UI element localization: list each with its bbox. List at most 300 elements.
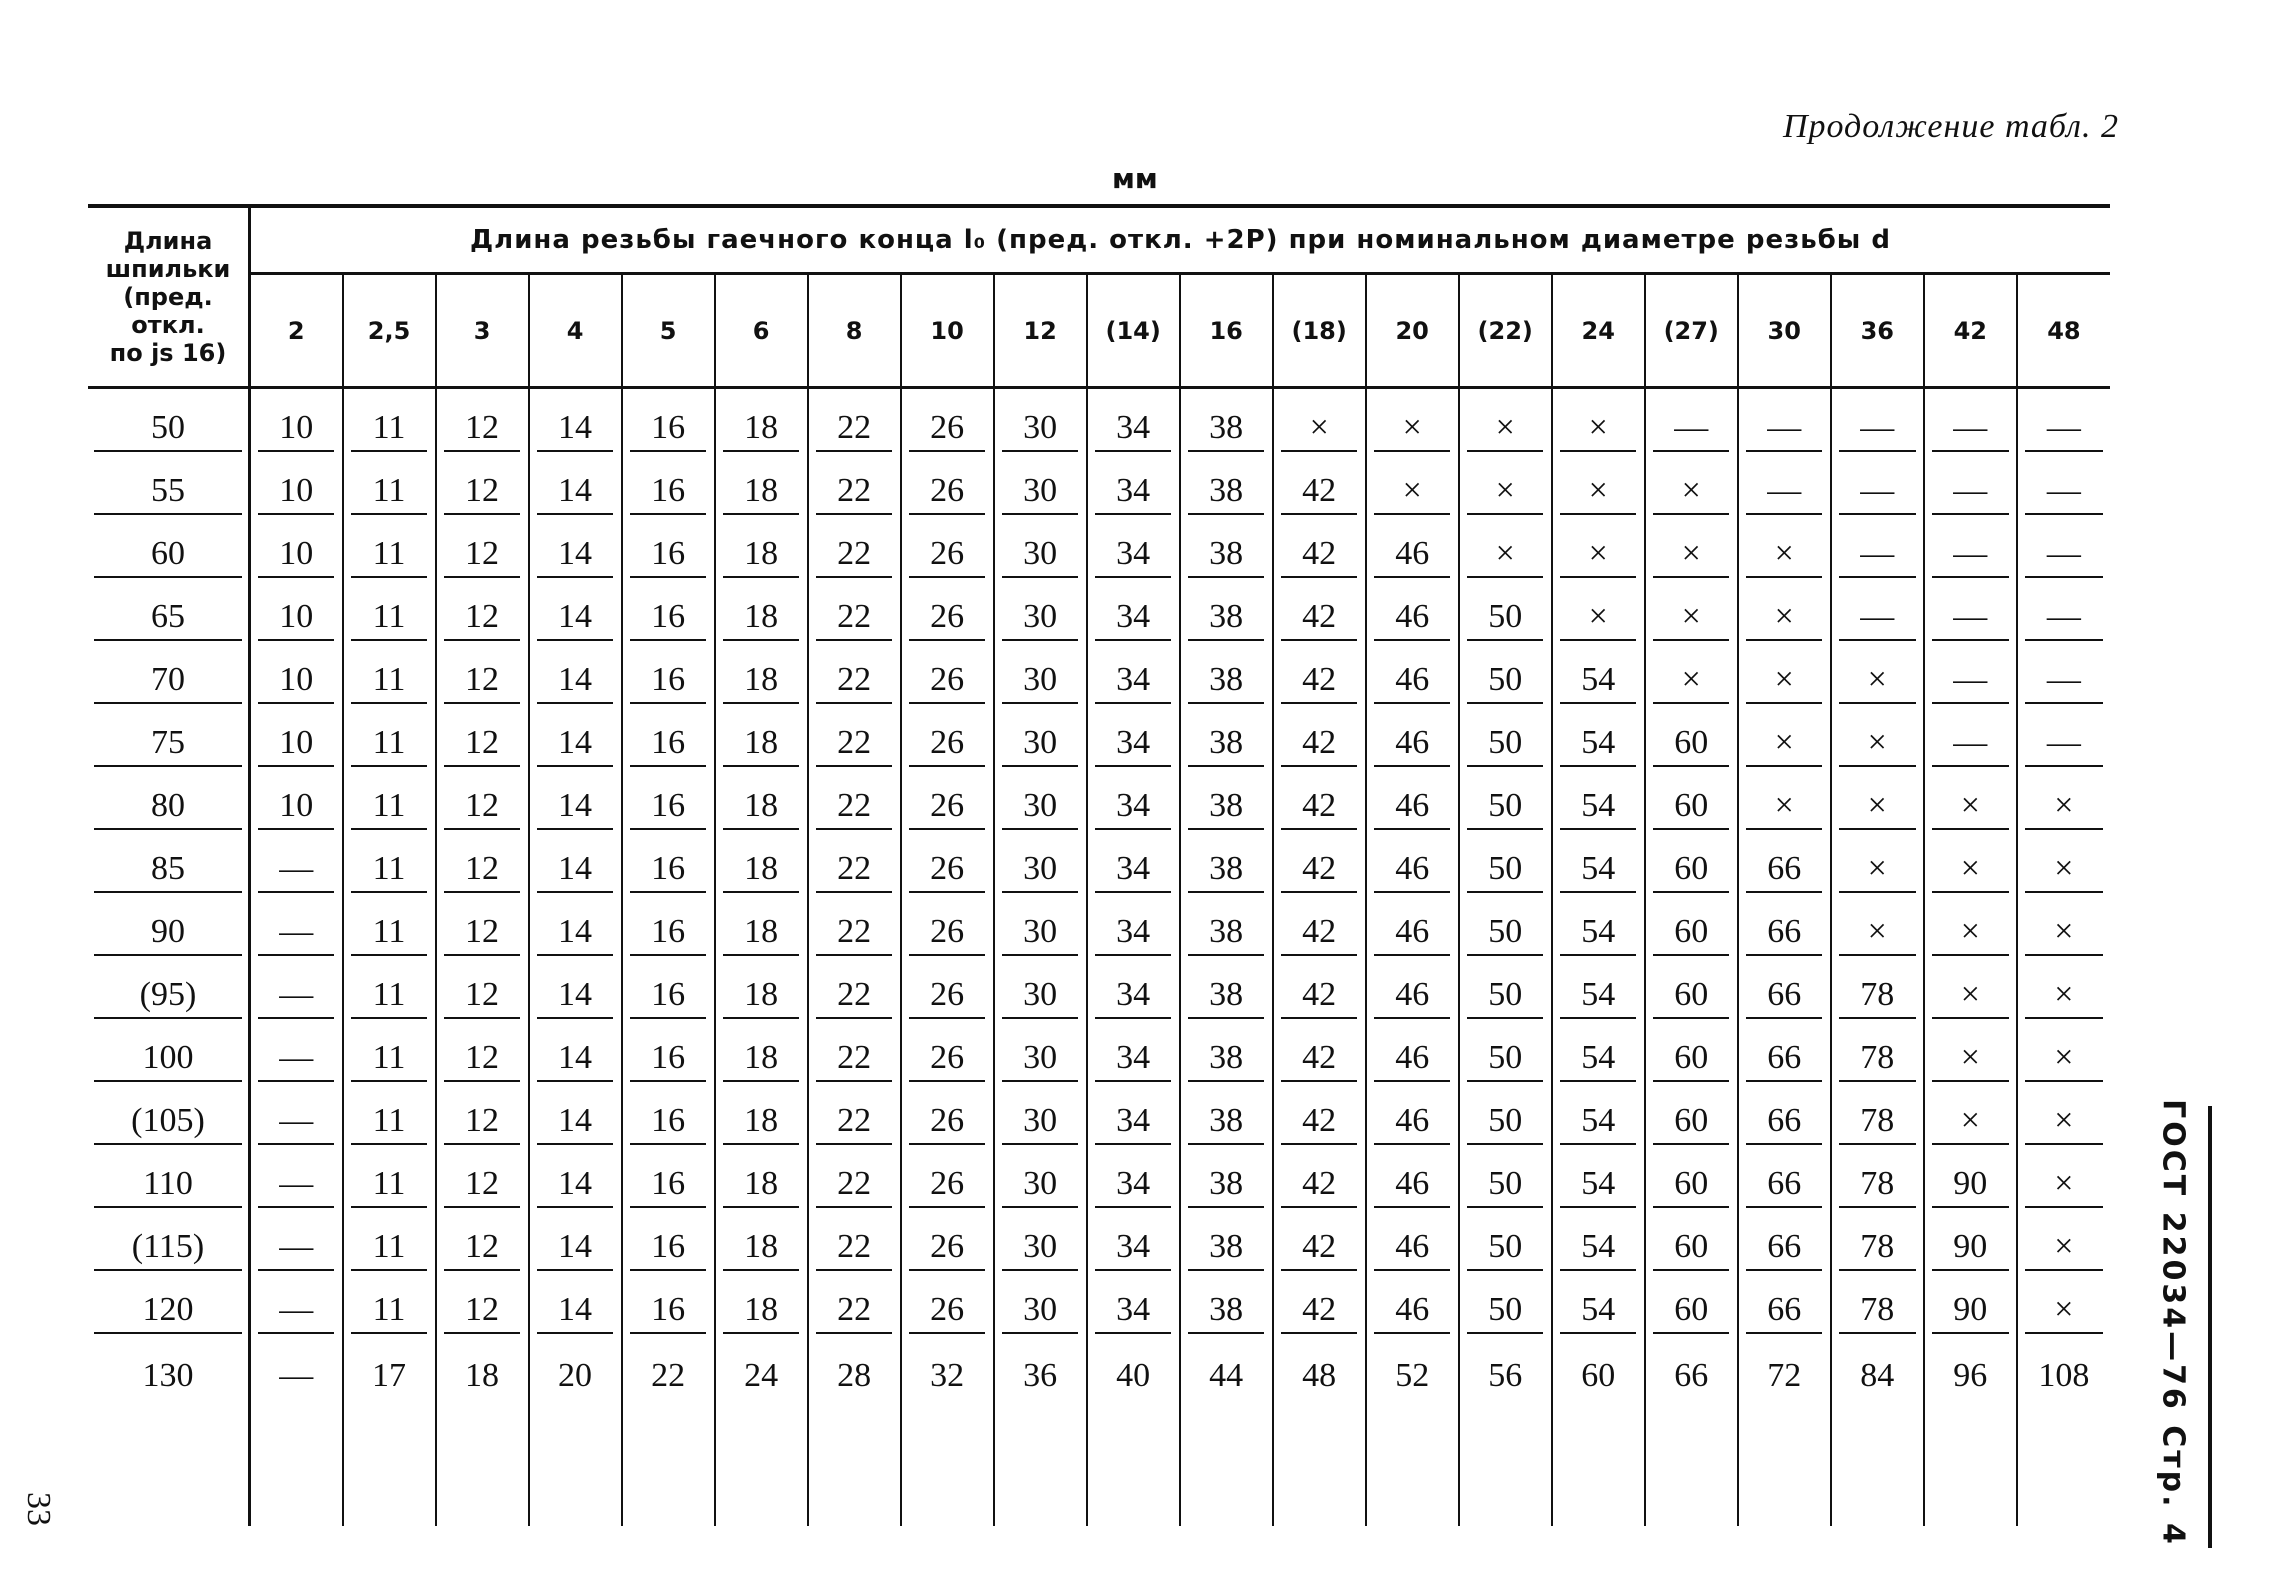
thread-length-value: × [1746, 597, 1822, 641]
thread-length-value: 34 [1095, 1164, 1171, 1208]
thread-length-value: 12 [444, 1101, 520, 1145]
table-row [88, 1082, 2110, 1145]
stud-length-header-line: по js 16) [109, 339, 227, 367]
thread-length-cell [250, 704, 343, 767]
thread-length-value: 14 [537, 975, 613, 1019]
thread-length-cell [1180, 893, 1273, 956]
stud-length-value: (115) [94, 1227, 241, 1271]
thread-length-cell [901, 893, 994, 956]
thread-length-cell [1552, 1019, 1645, 1082]
thread-length-value: 18 [723, 597, 799, 641]
table-row [88, 956, 2110, 1019]
thread-length-value: × [1746, 723, 1822, 767]
thread-length-cell [1180, 767, 1273, 830]
thread-length-cell [808, 1208, 901, 1271]
thread-length-value: 78 [1839, 975, 1915, 1019]
thread-length-cell [436, 641, 529, 704]
thread-length-value: 30 [1002, 534, 1078, 578]
thread-length-value: 60 [1653, 723, 1729, 767]
thread-length-cell [343, 578, 436, 641]
thread-length-value: 50 [1467, 1227, 1543, 1271]
thread-length-value: 30 [1002, 849, 1078, 893]
continuation-label: Продолжение табл. 2 [1782, 108, 2119, 145]
thread-length-cell [622, 1019, 715, 1082]
thread-length-value: — [1839, 471, 1915, 515]
thread-length-value: 14 [537, 912, 613, 956]
thread-length-cell [994, 515, 1087, 578]
thread-length-cell [901, 1208, 994, 1271]
thread-length-value: 38 [1188, 1164, 1264, 1208]
thread-length-value: 46 [1374, 1290, 1450, 1334]
thread-length-value: × [1560, 597, 1636, 641]
thread-length-cell [901, 1271, 994, 1334]
thread-length-value: 14 [537, 1290, 613, 1334]
thread-length-value: 38 [1188, 723, 1264, 767]
thread-length-cell [436, 452, 529, 515]
thread-length-cell [1366, 1019, 1459, 1082]
thread-length-cell [1552, 767, 1645, 830]
thread-length-value: 24 [744, 1357, 779, 1394]
diameter-header: 12 [994, 274, 1087, 388]
thread-length-value: 18 [723, 471, 799, 515]
thread-length-value: 54 [1560, 849, 1636, 893]
table-body [88, 388, 2110, 1527]
thread-length-value: — [2025, 660, 2102, 704]
thread-length-value: 18 [723, 1101, 799, 1145]
thread-length-cell [1738, 956, 1831, 1019]
thread-length-value: 22 [651, 1357, 686, 1394]
thread-length-value: — [1839, 408, 1915, 452]
thread-length-value: — [2025, 534, 2102, 578]
diameter-header: 4 [529, 274, 622, 388]
diameter-header: 24 [1552, 274, 1645, 388]
thread-length-cell [1552, 452, 1645, 515]
thread-length-value: 38 [1188, 1290, 1264, 1334]
stud-length-value: 75 [94, 723, 241, 767]
thread-length-cell [715, 641, 808, 704]
thread-length-value: 50 [1467, 660, 1543, 704]
thread-length-cell [808, 704, 901, 767]
thread-length-cell [622, 893, 715, 956]
thread-length-cell [2017, 1082, 2110, 1145]
thread-length-value: 42 [1281, 849, 1357, 893]
thread-length-cell [994, 830, 1087, 893]
thread-length-cell [1738, 1271, 1831, 1334]
thread-length-value: — [258, 849, 334, 893]
thread-length-value: × [1467, 408, 1543, 452]
thread-length-cell [808, 767, 901, 830]
thread-length-value: 34 [1095, 849, 1171, 893]
thread-length-value: 60 [1653, 1164, 1729, 1208]
thread-length-value: × [1839, 723, 1915, 767]
stud-length-cell [88, 641, 250, 704]
thread-length-cell [1738, 1082, 1831, 1145]
thread-length-cell [343, 1208, 436, 1271]
thread-length-value: 84 [1860, 1357, 1895, 1394]
thread-length-value: 78 [1839, 1101, 1915, 1145]
thread-length-cell [1924, 704, 2017, 767]
thread-length-cell [1366, 830, 1459, 893]
thread-length-cell [1180, 1019, 1273, 1082]
thread-length-value: 12 [444, 660, 520, 704]
thread-length-cell [529, 1145, 622, 1208]
thread-length-value: 16 [630, 1038, 706, 1082]
thread-length-value: 22 [816, 849, 892, 893]
thread-length-value: × [1839, 849, 1915, 893]
thread-length-value: 38 [1188, 408, 1264, 452]
thread-length-cell [1087, 1208, 1180, 1271]
thread-length-cell [1366, 893, 1459, 956]
thread-length-value: 18 [723, 975, 799, 1019]
thread-length-cell [343, 767, 436, 830]
thread-length-cell [808, 388, 901, 453]
thread-length-cell [994, 1082, 1087, 1145]
thread-length-value: 72 [1767, 1357, 1802, 1394]
thread-length-cell [1273, 830, 1366, 893]
thread-length-value: 14 [537, 471, 613, 515]
thread-length-cell [1831, 767, 1924, 830]
thread-length-cell [1924, 1082, 2017, 1145]
thread-length-value: 18 [723, 912, 799, 956]
thread-length-value: 14 [537, 597, 613, 641]
thread-length-value: — [258, 1038, 334, 1082]
thread-length-value: 18 [723, 849, 799, 893]
thread-length-value: 18 [723, 534, 799, 578]
thread-length-value: 26 [909, 975, 985, 1019]
thread-length-cell [1087, 578, 1180, 641]
thread-length-cell [1273, 1271, 1366, 1334]
stud-length-cell [88, 1208, 250, 1271]
stud-length-value: 130 [142, 1357, 194, 1394]
thread-length-cell [1180, 515, 1273, 578]
thread-length-cell [715, 1271, 808, 1334]
thread-length-cell [1180, 830, 1273, 893]
thread-length-cell [808, 1019, 901, 1082]
thread-length-value: 11 [351, 534, 427, 578]
stud-length-value: 80 [94, 786, 241, 830]
thread-length-cell [994, 1208, 1087, 1271]
thread-length-cell [1831, 641, 1924, 704]
table-row [88, 1271, 2110, 1334]
thread-length-value: 12 [444, 1038, 520, 1082]
thread-length-value: 46 [1374, 912, 1450, 956]
thread-length-cell [622, 641, 715, 704]
table-row [88, 388, 2110, 453]
thread-length-value: 46 [1374, 1227, 1450, 1271]
thread-length-cell [1645, 893, 1738, 956]
thread-length-cell [901, 641, 994, 704]
thread-length-cell [622, 704, 715, 767]
thread-length-cell [715, 1334, 808, 1526]
thread-length-cell [808, 578, 901, 641]
thread-length-cell [1180, 1334, 1273, 1526]
thread-length-value: 38 [1188, 660, 1264, 704]
thread-length-value: 30 [1002, 408, 1078, 452]
thread-length-value: 32 [930, 1357, 965, 1394]
diameter-header: 10 [901, 274, 994, 388]
thread-length-value: 46 [1374, 975, 1450, 1019]
thread-length-cell [1087, 1271, 1180, 1334]
thread-length-cell [994, 1145, 1087, 1208]
thread-length-cell [1366, 767, 1459, 830]
thread-length-value: 54 [1560, 786, 1636, 830]
thread-length-value: 52 [1395, 1357, 1430, 1394]
stud-length-value: 110 [94, 1164, 241, 1208]
thread-length-value: × [2025, 1038, 2102, 1082]
thread-length-value: × [1281, 408, 1357, 452]
thread-length-value: 16 [630, 849, 706, 893]
thread-length-value: 42 [1281, 1290, 1357, 1334]
thread-length-cell [1180, 1271, 1273, 1334]
thread-length-cell [1459, 641, 1552, 704]
thread-length-value: — [258, 975, 334, 1019]
thread-length-cell [1087, 388, 1180, 453]
stud-length-cell [88, 893, 250, 956]
thread-length-cell [1552, 830, 1645, 893]
thread-length-value: 18 [723, 786, 799, 830]
thread-length-value: 30 [1002, 1227, 1078, 1271]
thread-length-value: 11 [351, 1038, 427, 1082]
thread-length-cell [1459, 767, 1552, 830]
thread-length-value: 26 [909, 534, 985, 578]
thread-length-cell [529, 1019, 622, 1082]
thread-length-cell [1645, 1145, 1738, 1208]
thread-length-cell [1645, 641, 1738, 704]
thread-length-value: 10 [258, 786, 334, 830]
thread-length-cell [1552, 515, 1645, 578]
thread-length-cell [250, 1082, 343, 1145]
thread-length-value: 16 [630, 471, 706, 515]
thread-length-cell [1552, 1334, 1645, 1526]
thread-length-cell [1087, 515, 1180, 578]
page-number: 33 [20, 1492, 57, 1526]
diameter-header: (14) [1087, 274, 1180, 388]
thread-length-value: — [258, 1227, 334, 1271]
thread-length-cell [1645, 515, 1738, 578]
thread-length-cell [2017, 1145, 2110, 1208]
thread-length-value: 50 [1467, 975, 1543, 1019]
thread-length-cell [1273, 893, 1366, 956]
table-row [88, 1019, 2110, 1082]
thread-length-cell [250, 893, 343, 956]
thread-length-cell [1924, 515, 2017, 578]
thread-length-cell [1831, 1019, 1924, 1082]
thread-length-value: × [1932, 1101, 2008, 1145]
stud-length-value: 70 [94, 660, 241, 704]
thread-length-value: 34 [1095, 471, 1171, 515]
thread-length-value: 11 [351, 471, 427, 515]
thread-length-value: — [2025, 471, 2102, 515]
thread-length-cell [2017, 893, 2110, 956]
thread-length-cell [1366, 641, 1459, 704]
thread-length-value: — [1932, 723, 2008, 767]
thread-length-value: — [258, 1101, 334, 1145]
thread-length-cell [436, 515, 529, 578]
thread-length-cell [1645, 578, 1738, 641]
thread-length-cell [1366, 1145, 1459, 1208]
thread-length-value: 22 [816, 975, 892, 1019]
thread-length-cell [250, 767, 343, 830]
thread-length-value: 11 [351, 1164, 427, 1208]
thread-length-cell [343, 1334, 436, 1526]
thread-length-value: 46 [1374, 660, 1450, 704]
thread-length-value: 54 [1560, 660, 1636, 704]
thread-length-value: 60 [1653, 1227, 1729, 1271]
thread-length-value: × [1653, 660, 1729, 704]
thread-length-value: 30 [1002, 597, 1078, 641]
thread-length-cell [343, 388, 436, 453]
thread-length-value: 46 [1374, 597, 1450, 641]
thread-length-cell [1552, 578, 1645, 641]
stud-length-header-line: Длина [123, 227, 213, 255]
thread-length-cell [1459, 1334, 1552, 1526]
thread-length-value: × [1467, 471, 1543, 515]
thread-length-value: 78 [1839, 1227, 1915, 1271]
thread-length-value: 66 [1674, 1357, 1709, 1394]
thread-length-value: 26 [909, 849, 985, 893]
stud-length-value: 50 [94, 408, 241, 452]
thread-length-cell [1645, 388, 1738, 453]
thread-length-value: × [2025, 1101, 2102, 1145]
thread-length-value: 26 [909, 723, 985, 767]
thread-length-cell [2017, 830, 2110, 893]
thread-length-cell [436, 1082, 529, 1145]
thread-length-cell [1273, 1082, 1366, 1145]
thread-length-cell [1273, 1145, 1366, 1208]
stud-length-cell [88, 1334, 250, 1526]
thread-length-cell [436, 1208, 529, 1271]
thread-length-value: 30 [1002, 912, 1078, 956]
thread-length-value: 78 [1839, 1290, 1915, 1334]
thread-length-cell [901, 515, 994, 578]
thread-length-cell [529, 1271, 622, 1334]
thread-length-value: 66 [1746, 1101, 1822, 1145]
thread-length-cell [1087, 956, 1180, 1019]
table-row [88, 1145, 2110, 1208]
thread-length-value: 11 [351, 849, 427, 893]
thread-length-value: 96 [1953, 1357, 1988, 1394]
thread-length-value: × [1374, 408, 1450, 452]
stud-length-value: (95) [94, 975, 241, 1019]
thread-length-value: 26 [909, 471, 985, 515]
thread-length-cell [622, 515, 715, 578]
thread-length-cell [436, 578, 529, 641]
thread-length-cell [622, 1208, 715, 1271]
thread-length-cell [2017, 704, 2110, 767]
thread-length-value: 14 [537, 786, 613, 830]
thread-length-value: 14 [537, 1038, 613, 1082]
thread-length-cell [1738, 515, 1831, 578]
thread-length-value: × [1467, 534, 1543, 578]
thread-length-cell [901, 830, 994, 893]
thread-length-cell [343, 1271, 436, 1334]
thread-length-cell [1645, 1082, 1738, 1145]
thread-length-value: 12 [444, 408, 520, 452]
diameter-header: 5 [622, 274, 715, 388]
thread-length-value: 66 [1746, 912, 1822, 956]
thread-length-cell [1645, 767, 1738, 830]
thread-length-cell [1738, 1019, 1831, 1082]
thread-length-value: — [258, 912, 334, 956]
thread-length-cell [250, 1019, 343, 1082]
thread-length-value: 11 [351, 723, 427, 767]
thread-length-cell [994, 1334, 1087, 1526]
thread-length-value: 54 [1560, 1101, 1636, 1145]
thread-length-cell [250, 388, 343, 453]
thread-length-value: × [1932, 849, 2008, 893]
thread-length-value: — [1746, 471, 1822, 515]
thread-length-cell [622, 767, 715, 830]
thread-length-value: — [1932, 408, 2008, 452]
thread-length-cell [1087, 830, 1180, 893]
thread-length-cell [436, 704, 529, 767]
thread-length-cell [1924, 452, 2017, 515]
thread-length-cell [436, 1334, 529, 1526]
thread-length-value: 16 [630, 1227, 706, 1271]
thread-length-value: 66 [1746, 1290, 1822, 1334]
thread-length-cell [1273, 1208, 1366, 1271]
thread-length-cell [1645, 830, 1738, 893]
thread-length-cell [529, 830, 622, 893]
thread-length-cell [715, 388, 808, 453]
thread-length-value: 34 [1095, 660, 1171, 704]
thread-length-cell [1738, 1145, 1831, 1208]
thread-length-cell [1645, 452, 1738, 515]
thread-length-value: 50 [1467, 912, 1543, 956]
thread-length-value: 12 [444, 912, 520, 956]
thread-length-value: 30 [1002, 975, 1078, 1019]
stud-length-header-line: (пред. [123, 283, 213, 311]
thread-length-cell [1180, 1082, 1273, 1145]
thread-length-value: 50 [1467, 723, 1543, 767]
thread-length-value: × [2025, 1290, 2102, 1334]
thread-length-cell [1273, 956, 1366, 1019]
thread-length-value: 34 [1095, 912, 1171, 956]
thread-length-cell [622, 1082, 715, 1145]
thread-length-cell [1831, 830, 1924, 893]
thread-length-cell [2017, 1271, 2110, 1334]
thread-length-value: × [1746, 786, 1822, 830]
thread-length-value: 22 [816, 1038, 892, 1082]
thread-length-cell [1738, 767, 1831, 830]
thread-length-cell [1924, 1019, 2017, 1082]
thread-length-value: 26 [909, 912, 985, 956]
thread-length-cell [1831, 1145, 1924, 1208]
thread-length-cell [1459, 704, 1552, 767]
thread-length-value: 22 [816, 660, 892, 704]
thread-length-value: 30 [1002, 1290, 1078, 1334]
thread-length-value: 26 [909, 1290, 985, 1334]
thread-length-cell [1552, 893, 1645, 956]
thread-length-cell [343, 515, 436, 578]
thread-length-cell [1180, 1208, 1273, 1271]
thread-length-cell [1273, 452, 1366, 515]
thread-length-value: 22 [816, 723, 892, 767]
thread-length-cell [1273, 767, 1366, 830]
standard-side-label [2128, 1088, 2218, 1558]
thread-length-cell [1366, 578, 1459, 641]
thread-length-value: — [1932, 471, 2008, 515]
thread-length-cell [343, 830, 436, 893]
thread-length-value: 17 [372, 1357, 407, 1394]
thread-length-cell [1180, 388, 1273, 453]
thread-length-value: × [1653, 471, 1729, 515]
thread-length-cell [1924, 578, 2017, 641]
unit-label: мм [1112, 162, 1158, 195]
thread-length-value: 18 [723, 660, 799, 704]
thread-length-value: 60 [1653, 912, 1729, 956]
thread-length-cell [436, 1271, 529, 1334]
